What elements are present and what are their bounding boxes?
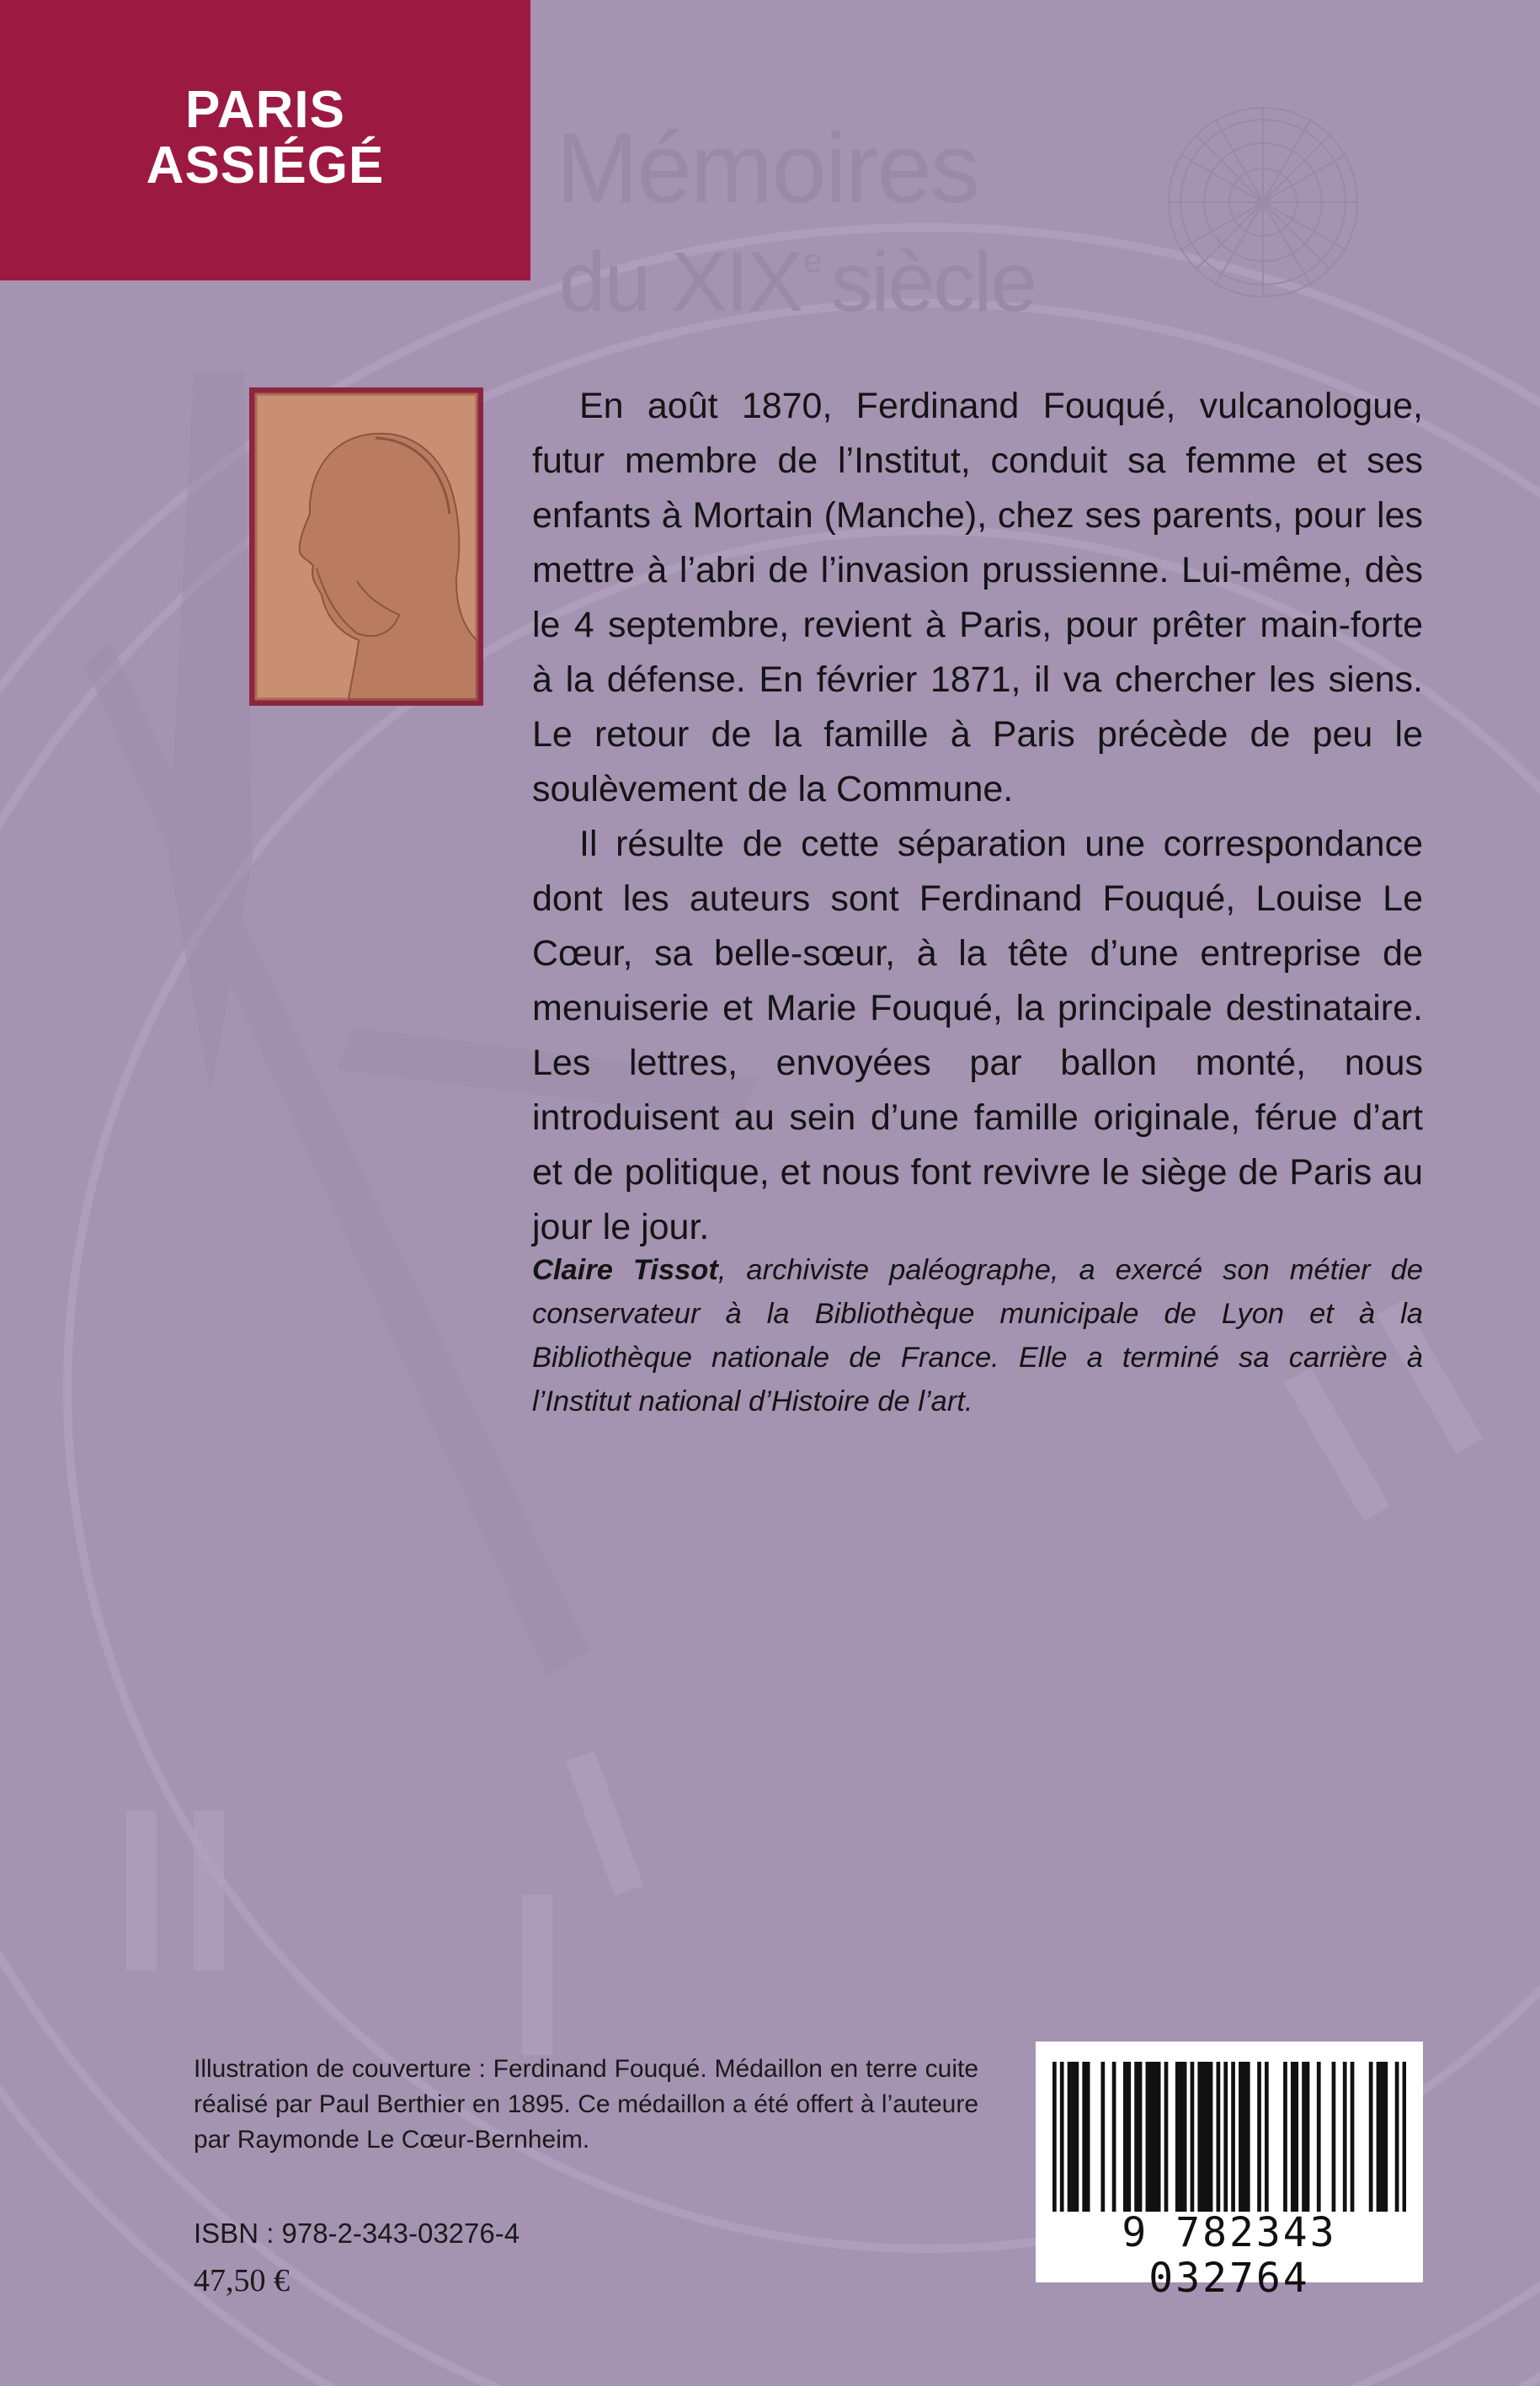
barcode-bar	[1223, 2062, 1228, 2212]
barcode-bar	[1183, 2062, 1187, 2212]
author-bio	[532, 1248, 1423, 1423]
barcode-bars-icon	[1052, 2062, 1406, 2212]
barcode-bar	[1242, 2062, 1246, 2212]
barcode-bar	[1071, 2062, 1075, 2212]
barcode-bar	[1265, 2062, 1269, 2212]
barcode-bar	[1332, 2062, 1336, 2212]
collection-line1: Mémoires	[556, 113, 978, 224]
barcode-bar	[1164, 2062, 1169, 2212]
barcode-bar	[1283, 2062, 1287, 2212]
barcode-bar	[1138, 2062, 1143, 2212]
barcode-bar	[1395, 2062, 1399, 2212]
barcode-digits: 9 782343 032764	[1122, 2209, 1337, 2302]
collection-name	[556, 113, 1036, 329]
summary-paragraph-2: Il résulte de cette séparation une correspondance dont les auteurs sont Ferdinand Fouqué, Louise Le Cœur, sa belle-sœur, à la tête d’une entreprise de menuiserie et Marie Fouqué, la principale destinataire. Les lettres, envoyées par ballon monté, nous introduisent au sein d’une famille originale, férue d’art et de politique, et nous font revivre le siège de Paris au jour le jour.	[532, 824, 1423, 1247]
barcode-bar	[1149, 2062, 1154, 2212]
barcode-bar	[1075, 2062, 1079, 2212]
barcode-bar	[1175, 2062, 1180, 2212]
barcode-bar	[1191, 2062, 1195, 2212]
barcode-bar	[1157, 2062, 1161, 2212]
barcode-bar	[1205, 2062, 1209, 2212]
collection-line2-prefix: du XIX	[559, 235, 802, 329]
barcode-bar	[1209, 2062, 1213, 2212]
clock-rosette-icon	[1162, 101, 1364, 303]
barcode-bar	[1302, 2062, 1306, 2212]
barcode-bar	[1146, 2062, 1150, 2212]
collection-line2	[559, 219, 1036, 329]
barcode-bar	[1100, 2062, 1105, 2212]
barcode-bar	[1086, 2062, 1090, 2212]
barcode-bar	[1231, 2062, 1235, 2212]
barcode-bar	[1127, 2062, 1131, 2212]
barcode	[1036, 2042, 1423, 2302]
barcode-bar	[1383, 2062, 1388, 2212]
barcode-bar	[1294, 2062, 1298, 2212]
collection-line2-superscript: e	[803, 243, 821, 280]
barcode-bar	[1377, 2062, 1381, 2212]
barcode-bar	[1257, 2062, 1261, 2212]
series-band	[0, 0, 530, 280]
barcode-bar	[1343, 2062, 1347, 2212]
collection-line2-suffix: siècle	[830, 235, 1036, 329]
barcode-bar	[1202, 2062, 1206, 2212]
series-title-line2: ASSIÉGÉ	[146, 136, 385, 195]
author-name: Claire Tissot	[532, 1254, 718, 1286]
barcode-bar	[1351, 2062, 1355, 2212]
price: 47,50 €	[194, 2263, 290, 2298]
barcode-bar	[1246, 2062, 1250, 2212]
barcode-bar	[1317, 2062, 1321, 2212]
barcode-bar	[1306, 2062, 1310, 2212]
barcode-bar	[1239, 2062, 1243, 2212]
isbn: ISBN : 978-2-343-03276-4	[194, 2218, 520, 2249]
barcode-bar	[1179, 2062, 1183, 2212]
barcode-bar	[1153, 2062, 1157, 2212]
barcode-bar	[1123, 2062, 1127, 2212]
series-title-line1: PARIS	[185, 81, 345, 139]
author-bio-text: , archiviste paléographe, a exercé son métier de conservateur à la Bibliothèque municipale de Lyon et à la Bibliothèque nationale de France. Elle a terminé sa carrière à l’Institut national d’Histoire de l’art.	[532, 1254, 1423, 1417]
barcode-bar	[1060, 2062, 1064, 2212]
barcode-bar	[1291, 2062, 1295, 2212]
series-title	[0, 83, 530, 194]
barcode-bar	[1369, 2062, 1373, 2212]
barcode-bar	[1134, 2062, 1138, 2212]
barcode-bar	[1380, 2062, 1384, 2212]
cover-credits: Illustration de couverture : Ferdinand Fouqué. Médaillon en terre cuite réalisé par Paul Berthier en 1895. Ce médaillon a été offert à l’auteure par Raymonde Le Cœur-Bernheim.	[194, 2055, 978, 2154]
summary-paragraph-1: En août 1870, Ferdinand Fouqué, vulcanologue, futur membre de l’Institut, conduit sa femme et ses enfants à Mortain (Manche), chez ses parents, pour les mettre à l’abri de l’invasion prussienne. Lui-même, dès le 4 septembre, revient à Paris, pour prêter main-forte à la défense. En février 1871, il va chercher les siens. Le retour de la famille à Paris précède de peu le soulèvement de la Commune.	[532, 386, 1423, 809]
medallion-portrait-image	[249, 387, 483, 706]
summary-text	[532, 379, 1423, 1255]
barcode-bar	[1052, 2062, 1057, 2212]
barcode-bar	[1112, 2062, 1116, 2212]
barcode-bar	[1403, 2062, 1406, 2212]
barcode-bar	[1217, 2062, 1221, 2212]
barcode-bar	[1082, 2062, 1086, 2212]
barcode-bar	[1197, 2062, 1202, 2212]
barcode-bar	[1068, 2062, 1072, 2212]
